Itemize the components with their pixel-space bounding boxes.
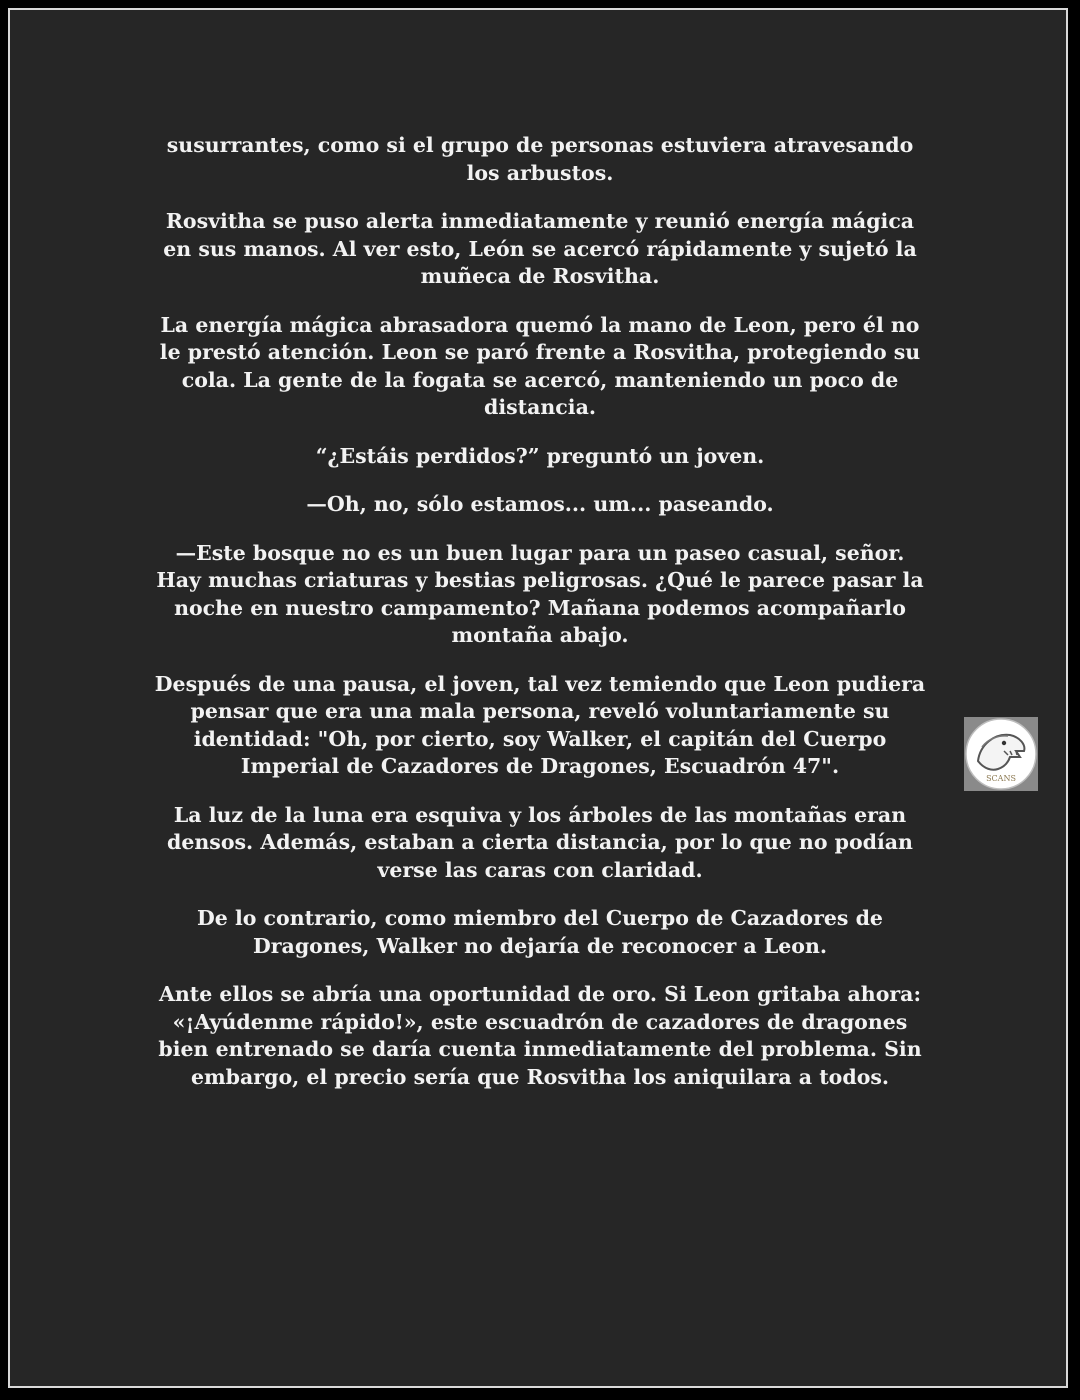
paragraph: Ante ellos se abría una oportunidad de oro. Si Leon gritaba ahora: «¡Ayúdenme rápido!», este escuadrón de cazadores de dragones bien entrenado se daría cuenta inmediatamente del problema. Sin embargo, el precio sería que Rosvitha los aniquilara a todos. [158, 982, 922, 1089]
dinosaur-logo-icon [964, 717, 1038, 791]
watermark-logo [964, 717, 1038, 791]
paragraph: La luz de la luna era esquiva y los árboles de las montañas eran densos. Además, estaban a cierta distancia, por lo que no podían verse las caras con claridad. [167, 802, 913, 882]
paragraph: susurrantes, como si el grupo de personas estuviera atravesando los arbustos. [166, 133, 914, 185]
paragraph: Rosvitha se puso alerta inmediatamente y reunió energía mágica en sus manos. Al ver esto, León se acercó rápidamente y sujetó la muñeca de Rosvitha. [163, 209, 917, 288]
paragraph: La energía mágica abrasadora quemó la mano de Leon, pero él no le prestó atención. Leon se paró frente a Rosvitha, protegiendo su cola. La gente de la fogata se acercó, manteniendo un poco de distancia. [159, 312, 921, 419]
paragraph: “¿Estáis perdidos?” preguntó un joven. [315, 443, 765, 468]
watermark-text: SCANS [986, 774, 1016, 783]
paragraph: —Oh, no, sólo estamos... um... paseando. [306, 492, 774, 516]
text-body [150, 132, 930, 1112]
document-page [8, 8, 1068, 1388]
paragraph: —Este bosque no es un buen lugar para un paseo casual, señor. Hay muchas criaturas y bestias peligrosas. ¿Qué le parece pasar la noche en nuestro campamento? Mañana podemos acompañarlo montaña abajo. [156, 540, 924, 647]
paragraph: De lo contrario, como miembro del Cuerpo de Cazadores de Dragones, Walker no dejaría de reconocer a Leon. [197, 906, 883, 958]
paragraph: Después de una pausa, el joven, tal vez temiendo que Leon pudiera pensar que era una mala persona, reveló voluntariamente su identidad: "Oh, por cierto, soy Walker, el capitán del Cuerpo Imperial de Cazadores de Dragones, Escuadrón 47". [154, 671, 926, 778]
